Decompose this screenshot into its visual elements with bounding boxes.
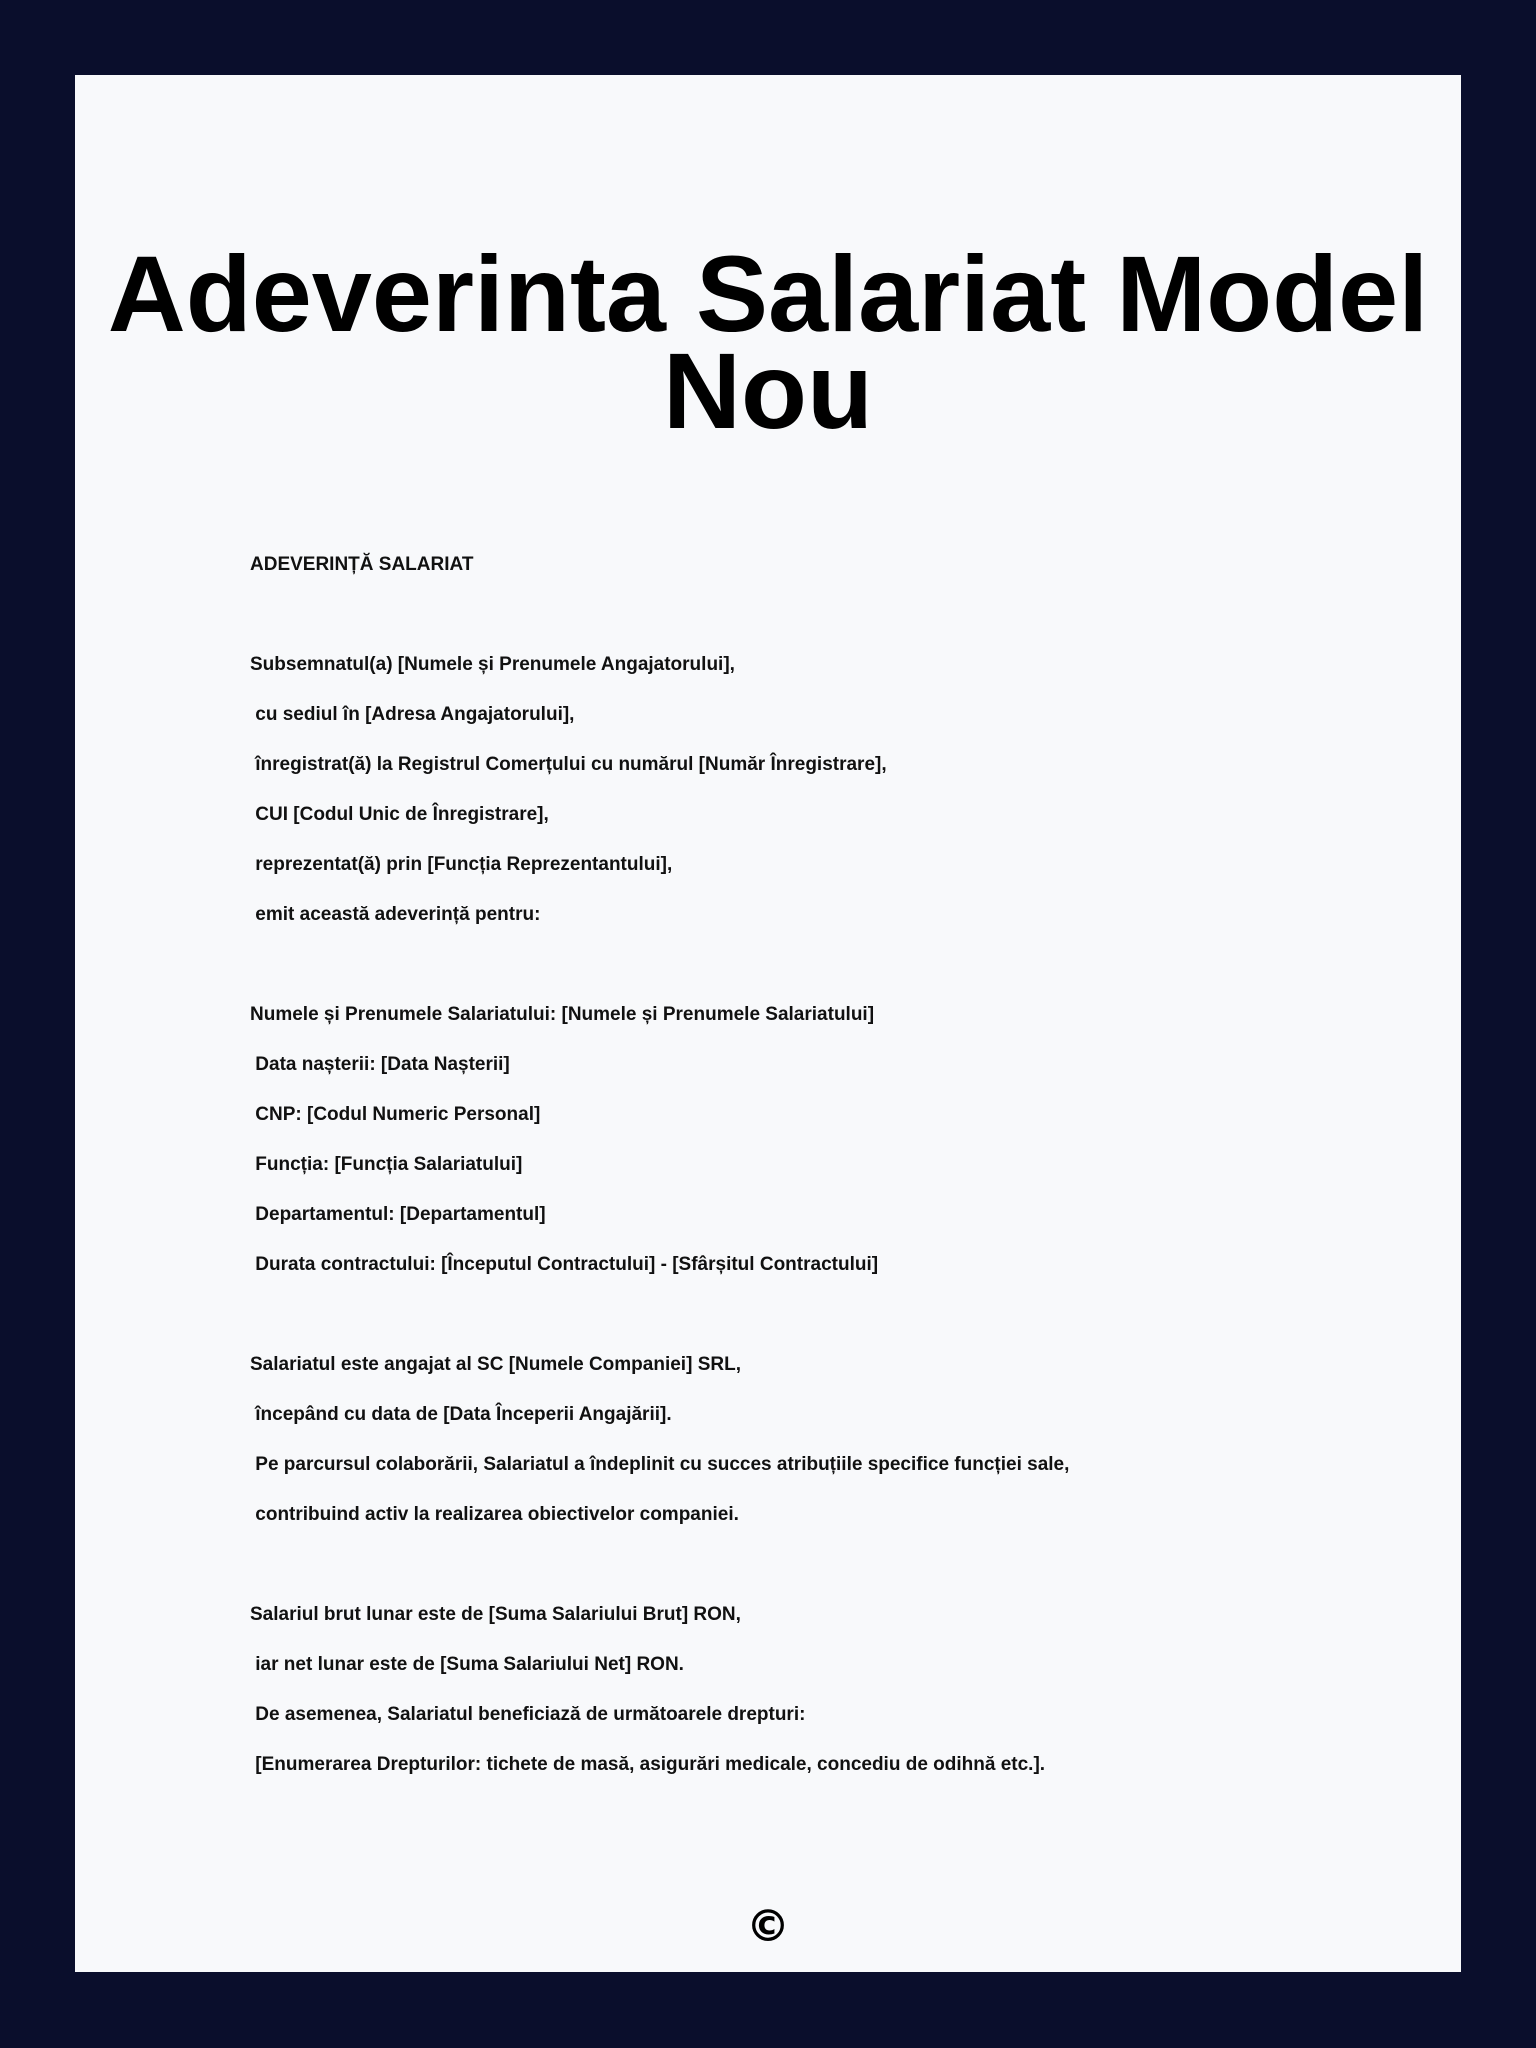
employer-paragraph xyxy=(250,640,1361,940)
paragraph-spacer xyxy=(250,940,1361,990)
text-line: emit această adeverință pentru: xyxy=(250,904,541,925)
text-line: Salariatul este angajat al SC [Numele Companiei] SRL, xyxy=(250,1354,741,1375)
text-line: contribuind activ la realizarea obiectivelor companiei. xyxy=(250,1504,739,1525)
text-line: Durata contractului: [Începutul Contractului] - [Sfârșitul Contractului] xyxy=(250,1254,879,1275)
paragraph-spacer xyxy=(250,590,1361,640)
copyright-icon: © xyxy=(746,1901,790,1952)
paragraph-spacer xyxy=(250,1540,1361,1590)
paragraph-spacer xyxy=(250,1290,1361,1340)
text-line: iar net lunar este de [Suma Salariului Net] RON. xyxy=(250,1654,684,1675)
text-line: CNP: [Codul Numeric Personal] xyxy=(250,1104,541,1125)
salary-paragraph xyxy=(250,1590,1361,1790)
text-line: De asemenea, Salariatul beneficiază de următoarele drepturi: xyxy=(250,1704,806,1725)
text-line: Departamentul: [Departamentul] xyxy=(250,1204,546,1225)
text-line: reprezentat(ă) prin [Funcția Reprezentantului], xyxy=(250,854,673,875)
text-line: cu sediul în [Adresa Angajatorului], xyxy=(250,704,575,725)
text-line: CUI [Codul Unic de Înregistrare], xyxy=(250,804,549,825)
document-page xyxy=(75,75,1461,1972)
text-line: Data nașterii: [Data Nașterii] xyxy=(250,1054,510,1075)
employment-paragraph xyxy=(250,1340,1361,1540)
text-line: [Enumerarea Drepturilor: tichete de masă, asigurări medicale, concediu de odihnă etc.]. xyxy=(250,1754,1046,1775)
document-title: Adeverinta Salariat Model Nou xyxy=(107,233,1429,451)
text-line: Pe parcursul colaborării, Salariatul a îndeplinit cu succes atribuțiile specifice funcției sale, xyxy=(250,1454,1070,1475)
text-line: începând cu data de [Data Începerii Angajării]. xyxy=(250,1404,672,1425)
text-line: Salariul brut lunar este de [Suma Salariului Brut] RON, xyxy=(250,1604,741,1625)
employee-paragraph xyxy=(250,990,1361,1290)
document-heading: ADEVERINȚĂ SALARIAT xyxy=(250,554,474,575)
text-line: Numele și Prenumele Salariatului: [Numele și Prenumele Salariatului] xyxy=(250,1004,875,1025)
text-line: înregistrat(ă) la Registrul Comerțului cu numărul [Număr Înregistrare], xyxy=(250,754,887,775)
text-line: Funcția: [Funcția Salariatului] xyxy=(250,1154,523,1175)
text-line: Subsemnatul(a) [Numele și Prenumele Angajatorului], xyxy=(250,654,735,675)
document-body xyxy=(250,540,1361,1790)
